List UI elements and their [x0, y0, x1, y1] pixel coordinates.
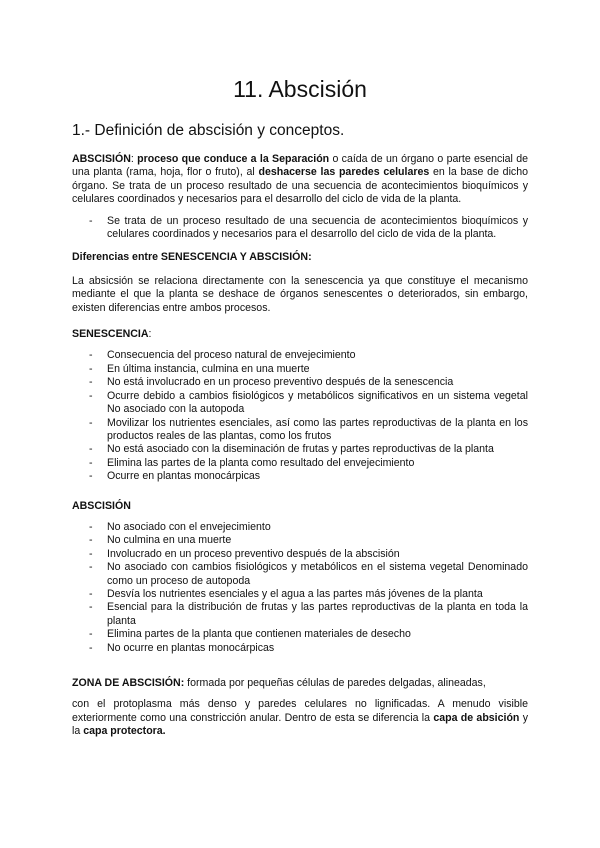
abscision-list [72, 521, 528, 655]
list-item: - No está involucrado en un proceso preventivo después de la senescencia [107, 376, 528, 389]
list-item: - No ocurre en plantas monocárpicas [107, 642, 528, 655]
list-item: - En última instancia, culmina en una muerte [107, 363, 528, 376]
list-item: - No está asociado con la diseminación de frutas y partes reproductivas de la planta [107, 443, 528, 456]
zona-term: ZONA DE ABSCISIÓN: [72, 677, 185, 689]
list-item: - Se trata de un proceso resultado de una secuencia de acontecimientos bioquímicos y celulares coordinados y necesarios para el desarrollo del ciclo de vida de la planta. [107, 215, 528, 242]
senescencia-heading: SENESCENCIA: [72, 328, 152, 341]
list-item: - Involucrado en un proceso preventivo después de la abscisión [107, 548, 528, 561]
intro-bullet-list [72, 215, 528, 242]
bold-phrase-paredes: deshacerse las paredes celulares [258, 166, 430, 179]
list-item: - Elimina partes de la planta que contienen materiales de desecho [107, 628, 528, 641]
diferencias-paragraph: La absicsión se relaciona directamente con la senescencia ya que constituye el mecanismo mediante el que la planta se deshace de órganos senescentes o deteriorados, sin embargo, existen diferencias entre ambos procesos. [72, 274, 528, 314]
list-item: - Esencial para la distribución de frutas y las partes reproductivas de la planta en toda la planta [107, 601, 528, 628]
list-item: - No culmina en una muerte [107, 534, 528, 547]
zona-paragraph: con el protoplasma más denso y paredes celulares no lignificadas. A menudo visible exteriormente como una constricción anular. Dentro de esta se diferencia la capa de absición y la capa protectora. [72, 698, 528, 738]
document-title: 11. Abscisión [233, 76, 367, 102]
senescencia-list [72, 349, 528, 483]
section-heading: 1.- Definición de abscisión y conceptos. [72, 122, 345, 139]
list-item: - No asociado con cambios fisiológicos y metabólicos en el sistema vegetal Denominado como un proceso de autopoda [107, 561, 528, 588]
list-item: - Elimina las partes de la planta como resultado del envejecimiento [107, 457, 528, 470]
intro-paragraph: ABSCISIÓN: proceso que conduce a la Separación o caída de un órgano o parte esencial de una planta (rama, hoja, flor o fruto), al deshacerse las paredes celulares en la base de dicho órgano. Se trata de un proceso resultado de una secuencia de acontecimientos bioquímicos y celulares coordinados y necesarios para el desarrollo del ciclo de vida de la planta. [72, 153, 529, 206]
diferencias-heading: Diferencias entre SENESCENCIA Y ABSCISIÓN: [72, 251, 312, 264]
abscision-heading: ABSCISIÓN [72, 499, 131, 512]
bold-phrase-separacion: proceso que conduce a la Separación [137, 153, 330, 165]
list-item: - Movilizar los nutrientes esenciales, así como las partes reproductivas de la planta en los productos reales de las plantas, como los frutos [107, 417, 528, 444]
list-item: - Consecuencia del proceso natural de envejecimiento [107, 349, 528, 362]
bold-capa-absicion: capa de absición [433, 711, 520, 724]
abscision-term: ABSCISIÓN [72, 153, 131, 165]
list-item: - Ocurre debido a cambios fisiológicos y metabólicos significativos en un sistema vegetal No asociado con la autopoda [107, 390, 528, 417]
zona-heading-line: ZONA DE ABSCISIÓN: formada por pequeñas células de paredes delgadas, alineadas, [72, 677, 486, 689]
list-item: - Desvía los nutrientes esenciales y el agua a las partes más jóvenes de la planta [107, 588, 528, 601]
list-item: - Ocurre en plantas monocárpicas [107, 470, 528, 483]
bold-capa-protectora: capa protectora. [83, 725, 166, 738]
list-item: - No asociado con el envejecimiento [107, 521, 528, 534]
